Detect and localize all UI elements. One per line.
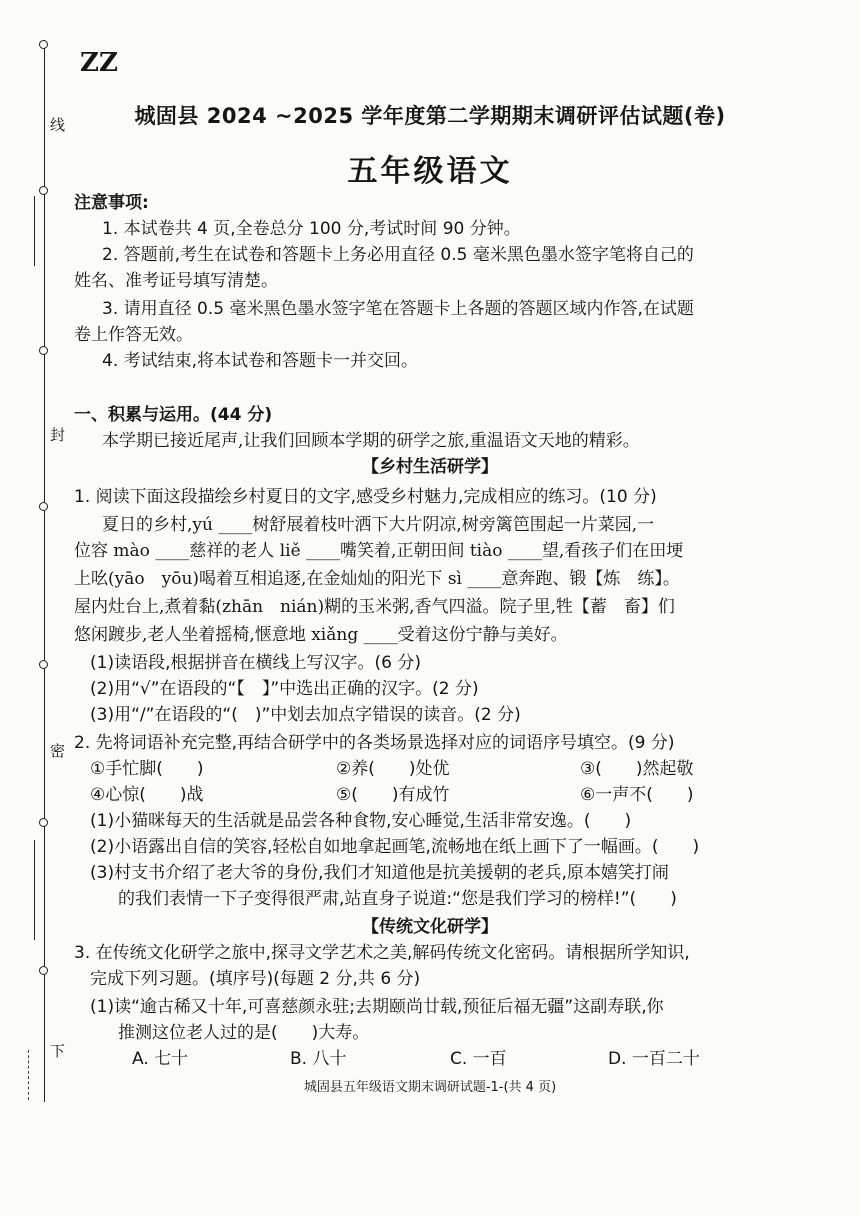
question-stem: 3. 在传统文化研学之旅中,探寻文学艺术之美,解码传统文化密码。请根据所学知识, <box>74 943 690 963</box>
sub-question: (3)用“/”在语段的“( )”中划去加点字错误的读音。(2 分) <box>90 705 521 725</box>
passage-line: 悠闲踱步,老人坐着摇椅,惬意地 xiǎng ____受着这份宁静与美好。 <box>74 625 568 645</box>
word-option: ③( )然起敬 <box>580 759 694 779</box>
word-option: ④心惊( )战 <box>90 785 204 805</box>
passage-line: 屋内灶台上,煮着黏(zhān nián)糊的玉米粥,香气四溢。院子里,牲【蓄 畜】们 <box>74 597 675 617</box>
binding-hole-icon <box>39 40 48 49</box>
notice-heading: 注意事项: <box>74 193 149 213</box>
passage-line: 位容 mào ____慈祥的老人 liě ____嘴笑着,正朝田间 tiào ____望,看孩子们在田埂 <box>74 541 684 561</box>
margin-mark <box>34 196 35 266</box>
word-option: ①手忙脚( ) <box>90 759 204 779</box>
binding-hole-icon <box>39 966 48 975</box>
notice-item: 1. 本试卷共 4 页,全卷总分 100 分,考试时间 90 分钟。 <box>102 219 521 239</box>
word-option: ②养( )处优 <box>336 759 450 779</box>
binding-label-feng: 封 <box>50 426 66 444</box>
exam-subject: 五年级语文 <box>347 154 513 189</box>
part-title: 【乡村生活研学】 <box>362 457 498 477</box>
notice-item: 卷上作答无效。 <box>74 325 193 345</box>
question-stem: 1. 阅读下面这段描绘乡村夏日的文字,感受乡村魅力,完成相应的练习。(10 分) <box>74 487 657 507</box>
binding-hole-icon <box>39 346 48 355</box>
section-intro: 本学期已接近尾声,让我们回顾本学期的研学之旅,重温语文天地的精彩。 <box>102 431 640 451</box>
sub-question: (3)村支书介绍了老大爷的身份,我们才知道他是抗美援朝的老兵,原本嬉笑打闹 <box>90 863 669 883</box>
sub-question: (1)读“逾古稀又十年,可喜慈颜永驻;去期颐尚廿载,预征后福无疆”这副寿联,你 <box>90 997 664 1017</box>
exam-title: 城固县 2024 ~2025 学年度第二学期期末调研评估试题(卷) <box>134 104 726 128</box>
sub-question: 的我们表情一下子变得很严肃,站直身子说道:“您是我们学习的榜样!”( ) <box>118 889 677 909</box>
sub-question: (1)小猫咪每天的生活就是品尝各种食物,安心睡觉,生活非常安逸。( ) <box>90 811 632 831</box>
notice-item: 姓名、准考证号填写清楚。 <box>74 271 278 291</box>
passage-line: 夏日的乡村,yú ____树舒展着枝叶洒下大片阴凉,树旁篱笆围起一片菜园,一 <box>102 515 655 535</box>
binding-hole-icon <box>39 818 48 827</box>
question-stem: 完成下列习题。(填序号)(每题 2 分,共 6 分) <box>90 969 421 989</box>
question-stem: 2. 先将词语补充完整,再结合研学中的各类场景选择对应的词语序号填空。(9 分) <box>74 733 675 753</box>
notice-item: 3. 请用直径 0.5 毫米黑色墨水签字笔在答题卡上各题的答题区域内作答,在试题 <box>102 299 694 319</box>
binding-label-mi: 密 <box>50 742 66 760</box>
passage-line: 上吆(yāo yōu)喝着互相追逐,在金灿灿的阳光下 sì ____意奔跑、锻【炼 练】。 <box>74 569 680 589</box>
choice-d: D. 一百二十 <box>608 1049 700 1069</box>
sub-question: (2)用“√”在语段的“【 】”中选出正确的汉字。(2 分) <box>90 679 479 699</box>
binding-label-xia: 下 <box>50 1042 66 1060</box>
notice-item: 2. 答题前,考生在试卷和答题卡上务必用直径 0.5 毫米黑色墨水签字笔将自己的 <box>102 245 694 265</box>
word-option: ⑤( )有成竹 <box>336 785 450 805</box>
binding-hole-icon <box>39 502 48 511</box>
page-footer: 城固县五年级语文期末调研试题-1-(共 4 页) <box>303 1080 557 1095</box>
part-title: 【传统文化研学】 <box>362 917 498 937</box>
binding-label-xian: 线 <box>50 116 66 134</box>
choice-a: A. 七十 <box>132 1049 189 1069</box>
choice-b: B. 八十 <box>290 1049 347 1069</box>
word-option: ⑥一声不( ) <box>580 785 694 805</box>
sub-question: (2)小语露出自信的笑容,轻松自如地拿起画笔,流畅地在纸上画下了一幅画。( ) <box>90 837 700 857</box>
notice-item: 4. 考试结束,将本试卷和答题卡一并交回。 <box>102 351 419 371</box>
binding-line <box>44 40 45 1102</box>
sub-question: (1)读语段,根据拼音在横线上写汉字。(6 分) <box>90 653 421 673</box>
choice-c: C. 一百 <box>450 1049 507 1069</box>
sub-question: 推测这位老人过的是( )大寿。 <box>118 1023 370 1043</box>
binding-hole-icon <box>39 660 48 669</box>
section-heading: 一、积累与运用。(44 分) <box>74 405 273 425</box>
paper-code: ZZ <box>80 48 118 78</box>
